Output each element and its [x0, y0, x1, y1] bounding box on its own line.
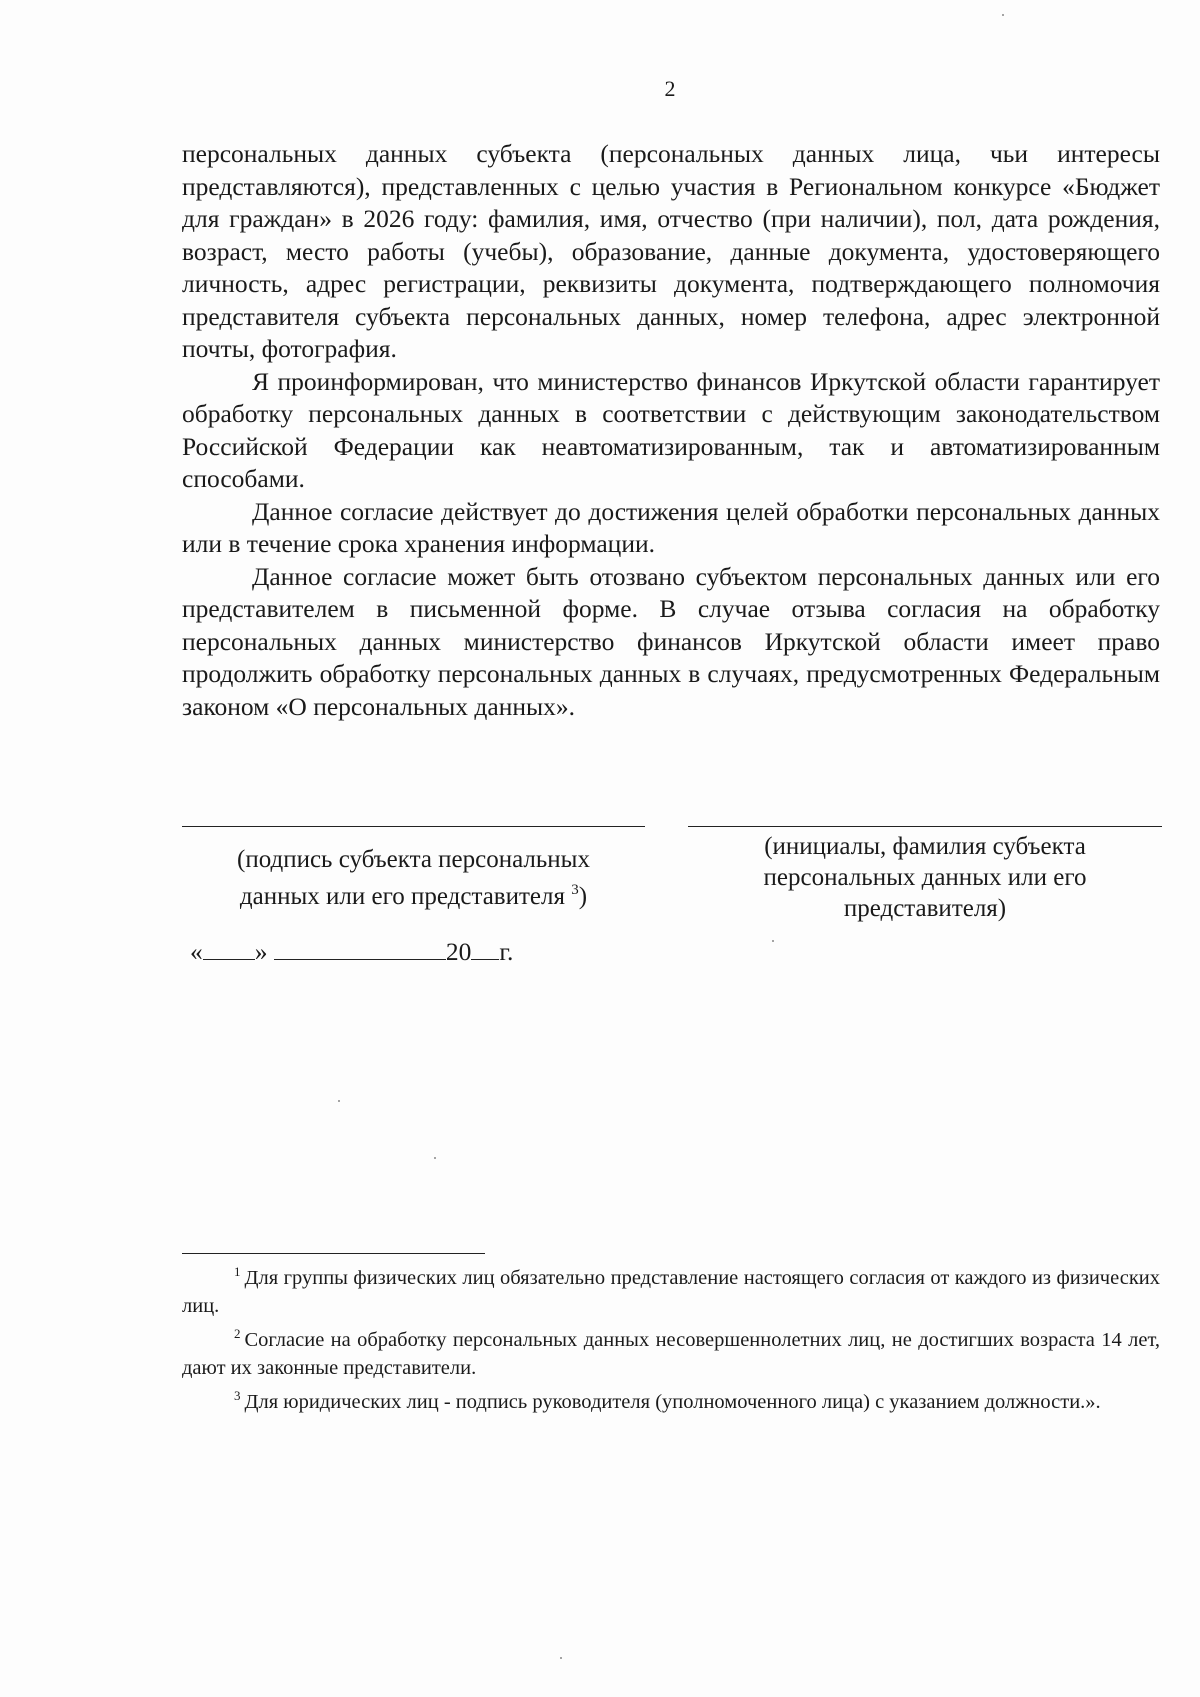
paragraph-personal-data-list: персональных данных субъекта (персональных данных лица, чьи интересы представляются), представленных с целью участия в Региональном конкурсе «Бюджет для граждан» в 2026 году: фамилия, имя, отчество (при наличии), пол, дата рождения, возраст, место работы (учебы), образование, данные документа, удостоверяющего личность, адрес регистрации, реквизиты документа, подтверждающего полномочия представителя субъекта персональных данных, номер телефона, адрес электронной почты, фотография. [182, 139, 1160, 363]
signature-caption [182, 844, 645, 912]
day-blank[interactable] [203, 935, 255, 960]
footnotes [182, 1258, 1160, 1416]
name-caption-line-2: персональных данных или его [763, 864, 1087, 891]
date-close-quote: » [254, 937, 268, 966]
month-blank[interactable] [274, 935, 446, 960]
footnote-separator [182, 1253, 485, 1254]
signature-line[interactable] [182, 826, 645, 827]
scan-speck [1002, 14, 1004, 16]
year-suffix: г. [499, 937, 514, 966]
signature-caption-line-1: (подпись субъекта персональных [237, 846, 590, 873]
scan-speck [772, 940, 774, 942]
footnote-mark: 2 [234, 1326, 241, 1341]
paragraph-processing-guarantee: Я проинформирован, что министерство финансов Иркутской области гарантирует обработку персональных данных в соответствии с действующим законодательством Российской Федерации как неавтоматизированным, так и автоматизированным способами. [182, 366, 1160, 493]
name-caption-line-1: (инициалы, фамилия субъекта [764, 833, 1086, 860]
year-blank[interactable] [471, 935, 499, 960]
date-open-quote: « [190, 937, 203, 966]
scan-speck [560, 1657, 562, 1659]
year-prefix: 20 [445, 937, 472, 966]
signature-caption-line-2: данных или его представителя $^3$) [239, 882, 588, 910]
scan-speck [434, 1157, 436, 1159]
name-line[interactable] [688, 826, 1162, 827]
footnote-ref-3: 3 [571, 882, 579, 898]
date-field [190, 935, 513, 967]
consent-body [182, 138, 1160, 723]
scan-speck [338, 1100, 340, 1102]
footnote-mark: 1 [234, 1264, 241, 1279]
name-caption-line-3: представителя) [843, 895, 1007, 922]
page-number: 2 [664, 76, 676, 101]
footnote-1: $^1$ Для группы физических лиц обязательно представление настоящего согласия от каждого из физических лиц. [182, 1264, 1160, 1317]
paragraph-withdrawal: Данное согласие может быть отозвано субъектом персональных данных или его представителем в письменной форме. В случае отзыва согласия на обработку персональных данных министерство финансов Иркутской области имеет право продолжить обработку персональных данных в случаях, предусмотренных Федеральным законом «О персональных данных». [182, 561, 1160, 721]
footnote-3: $^3$ Для юридических лиц - подпись руководителя (уполномоченного лица) с указанием должности.». [234, 1388, 1101, 1413]
footnote-mark: 3 [234, 1388, 241, 1403]
footnote-2: $^2$ Согласие на обработку персональных данных несовершеннолетних лиц, не достигших возраста 14 лет, дают их законные представители. [182, 1326, 1160, 1379]
name-caption [688, 831, 1162, 924]
paragraph-validity-period: Данное согласие действует до достижения целей обработки персональных данных или в течение срока хранения информации. [182, 496, 1160, 558]
